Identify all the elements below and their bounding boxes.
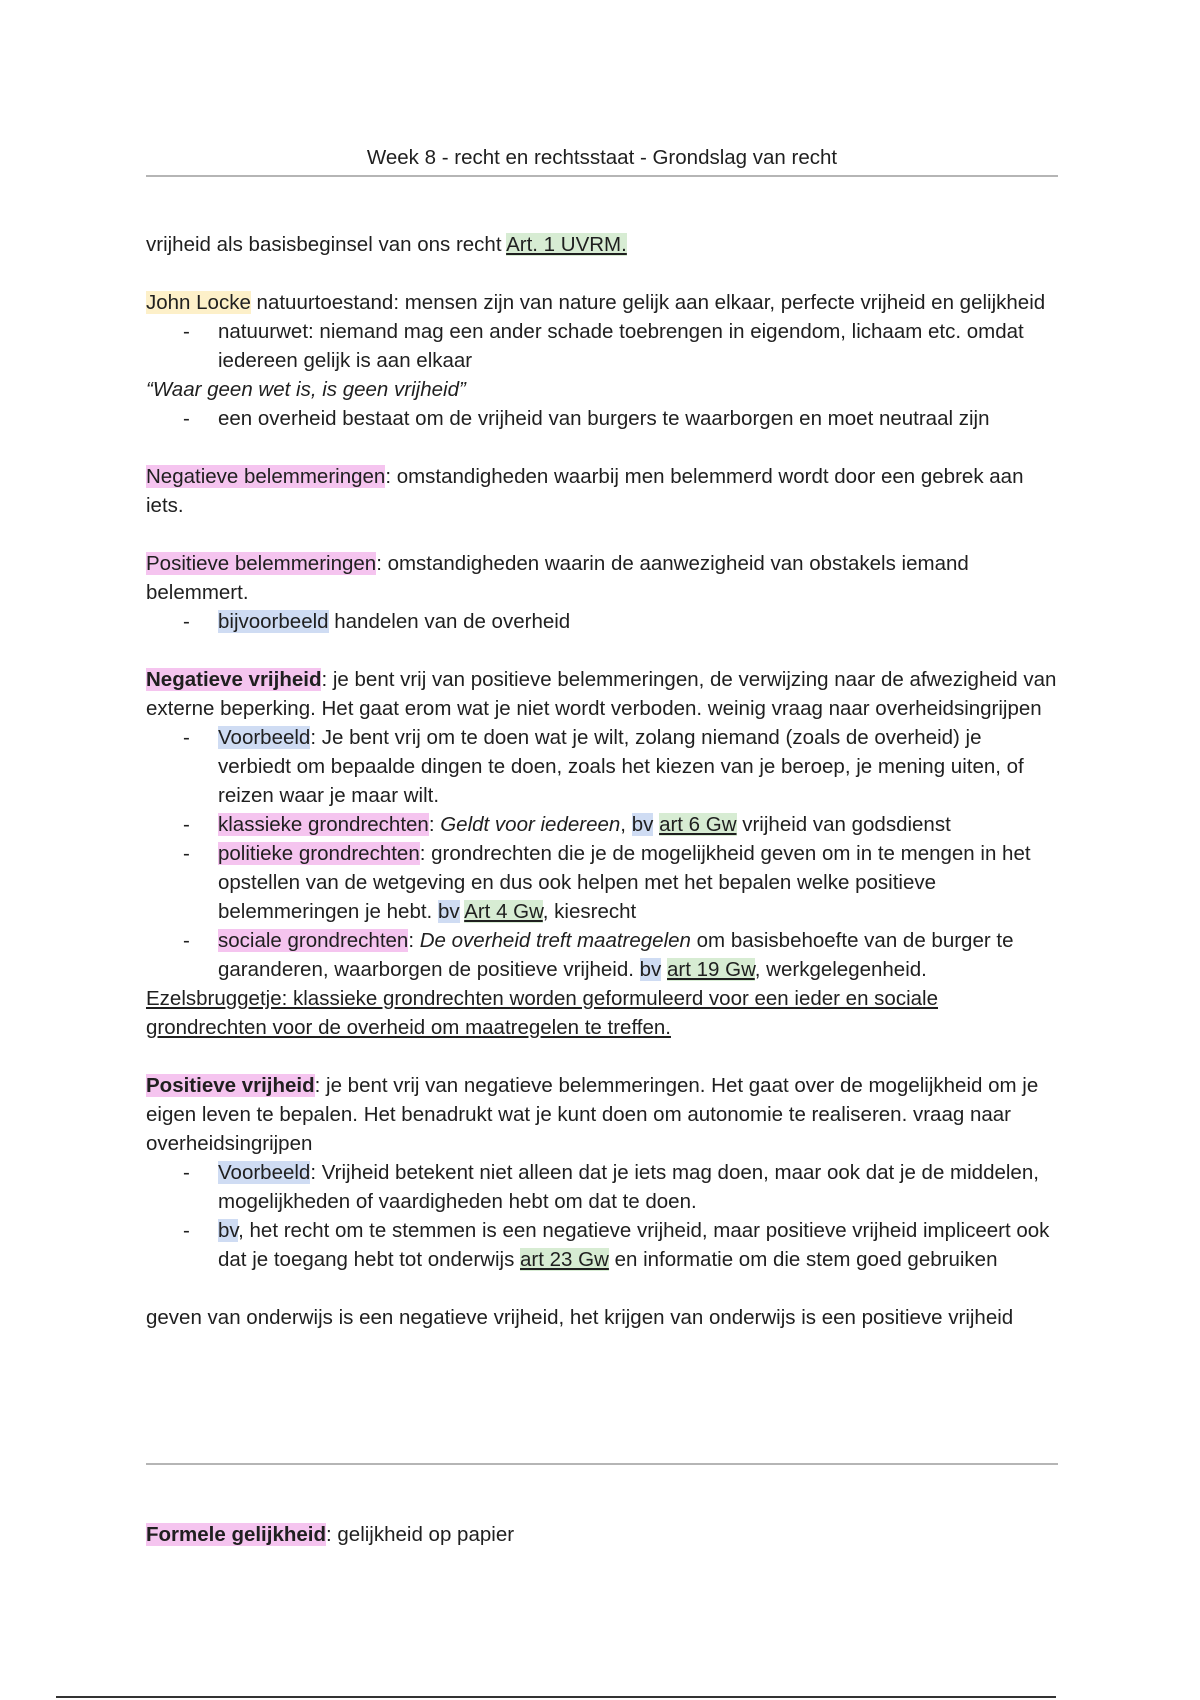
page-header: Week 8 - recht en rechtsstaat - Grondslag van recht	[366, 146, 838, 169]
term-highlight: Positieve vrijheid	[146, 1074, 315, 1097]
list-item: - klassieke grondrechten: Geldt voor iedereen, bv art 6 Gw vrijheid van godsdienst	[183, 813, 951, 836]
locke-name: John Locke	[146, 291, 251, 314]
intro-paragraph: vrijheid als basisbeginsel van ons recht Art. 1 UVRM.	[146, 233, 627, 256]
list-item: - politieke grondrechten: grondrechten die je de mogelijkheid geven om in te mengen in het opstellen van de wetgeving en dus ook helpen met het bepalen welke positieve belemmeringen je hebt. bv Art 4 Gw, kiesrecht	[183, 842, 1031, 923]
list-item: - Voorbeeld: Vrijheid betekent niet alleen dat je iets mag doen, maar ook dat je de middelen, mogelijkheden of vaardigheden hebt om dat te doen.	[183, 1161, 1039, 1213]
positieve-belemmeringen-paragraph: Positieve belemmeringen: omstandigheden waarin de aanwezigheid van obstakels iemand belemmert.	[146, 552, 969, 604]
list-item: - een overheid bestaat om de vrijheid van burgers te waarborgen en moet neutraal zijn	[183, 407, 990, 430]
term-highlight: Formele gelijkheid	[146, 1523, 326, 1546]
locke-paragraph: John Locke natuurtoestand: mensen zijn van nature gelijk aan elkaar, perfecte vrijheid en gelijkheid	[146, 291, 1046, 314]
negatieve-vrijheid-paragraph: Negatieve vrijheid: je bent vrij van positieve belemmeringen, de verwijzing naar de afwezigheid van externe beperking. Het gaat erom wat je niet wordt verboden. weinig vraag naar overheidsingrijpen	[146, 668, 1057, 720]
formele-gelijkheid-paragraph: Formele gelijkheid: gelijkheid op papier	[146, 1523, 515, 1546]
term-highlight: Negatieve vrijheid	[146, 668, 322, 691]
term-highlight: Negatieve belemmeringen	[146, 465, 386, 488]
mnemonic-note: Ezelsbruggetje: klassieke grondrechten worden geformuleerd voor een ieder en sociale grondrechten voor de overheid om maatregelen te treffen.	[146, 987, 938, 1039]
document-body	[146, 230, 1058, 1332]
list-item: - Voorbeeld: Je bent vrij om te doen wat je wilt, zolang niemand (zoals de overheid) je verbiedt om bepaalde dingen te doen, zoals het kiezen van je beroep, je mening uiten, of reizen waar je maar wilt.	[183, 726, 1024, 807]
list-item: - bijvoorbeeld handelen van de overheid	[183, 610, 571, 633]
term-highlight: Positieve belemmeringen	[146, 552, 377, 575]
header-divider	[146, 175, 1058, 177]
locke-quote: “Waar geen wet is, is geen vrijheid”	[146, 378, 466, 401]
list-item: - sociale grondrechten: De overheid treft maatregelen om basisbehoefte van de burger te garanderen, waarborgen de positieve vrijheid. bv art 19 Gw, werkgelegenheid.	[183, 929, 1014, 981]
negatieve-belemmeringen-paragraph: Negatieve belemmeringen: omstandigheden waarbij men belemmerd wordt door een gebrek aan iets.	[146, 465, 1024, 517]
page-bottom-border	[56, 1696, 1056, 1698]
onderwijs-paragraph: geven van onderwijs is een negatieve vrijheid, het krijgen van onderwijs is een positieve vrijheid	[146, 1306, 1014, 1329]
positieve-vrijheid-paragraph: Positieve vrijheid: je bent vrij van negatieve belemmeringen. Het gaat over de mogelijkheid om je eigen leven te bepalen. Het benadrukt wat je kunt doen om autonomie te realiseren. vraag naar overheidsingrijpen	[146, 1074, 1039, 1155]
list-item: - bv, het recht om te stemmen is een negatieve vrijheid, maar positieve vrijheid impliceert ook dat je toegang hebt tot onderwijs art 23 Gw en informatie om die stem goed gebruiken	[183, 1219, 1050, 1271]
uvrm-reference: Art. 1 UVRM.	[506, 233, 627, 256]
list-item: - natuurwet: niemand mag een ander schade toebrengen in eigendom, lichaam etc. omdat iedereen gelijk is aan elkaar	[183, 320, 1024, 372]
section-divider	[146, 1463, 1058, 1465]
